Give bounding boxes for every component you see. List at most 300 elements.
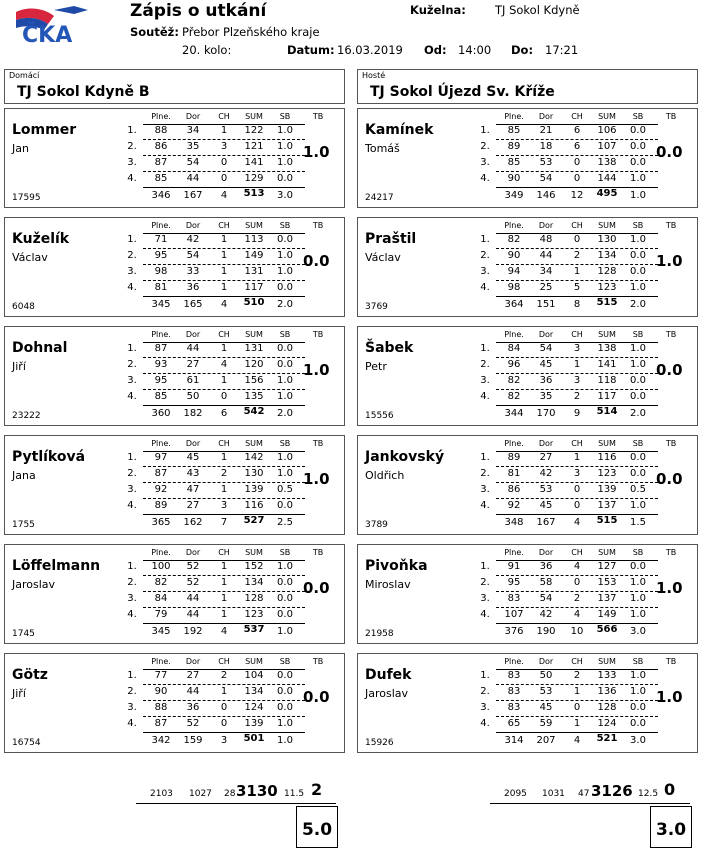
soutez-value: Přebor Plzeňského kraje <box>182 25 320 39</box>
score-cell: 34 <box>186 125 200 136</box>
total-cell: 1.0 <box>277 626 293 637</box>
player-surname: Götz <box>12 667 48 683</box>
total-cell: 159 <box>183 735 203 746</box>
score-cell: 3 <box>220 500 228 511</box>
score-cell: 87 <box>154 157 168 168</box>
score-cell: 1 <box>220 343 228 354</box>
score-cell: 87 <box>154 718 168 729</box>
score-cell: 1 <box>220 375 228 386</box>
row-divider <box>496 155 658 156</box>
score-cell: 0.0 <box>630 702 646 713</box>
row-number: 2. <box>127 577 137 588</box>
score-cell: 52 <box>186 561 200 572</box>
do-value: 17:21 <box>545 43 579 57</box>
score-cell: 137 <box>597 500 617 511</box>
player-tb: 1.0 <box>303 470 330 488</box>
score-cell: 90 <box>154 686 168 697</box>
total-cell: 513 <box>243 188 265 199</box>
score-cell: 54 <box>186 157 200 168</box>
score-cell: 0.5 <box>630 484 646 495</box>
score-cell: 134 <box>244 577 264 588</box>
col-header: CH <box>218 330 230 339</box>
row-divider <box>143 482 305 483</box>
score-cell: 45 <box>539 359 553 370</box>
total-cell: 349 <box>504 190 524 201</box>
total-cell: 348 <box>504 517 524 528</box>
score-cell: 48 <box>539 234 553 245</box>
col-header: Plne. <box>504 657 524 666</box>
col-header: SUM <box>245 330 263 339</box>
total-cell: 510 <box>243 297 265 308</box>
col-header: TB <box>312 112 324 121</box>
score-cell: 107 <box>597 141 617 152</box>
score-cell: 149 <box>244 250 264 261</box>
score-cell: 1.0 <box>277 561 293 572</box>
score-cell: 53 <box>539 686 553 697</box>
col-header: TB <box>665 548 677 557</box>
row-number: 1. <box>127 125 137 136</box>
score-cell: 1.0 <box>277 141 293 152</box>
away-team-name: TJ Sokol Újezd Sv. Kříže <box>370 84 555 100</box>
row-divider <box>143 357 305 358</box>
score-cell: 81 <box>154 282 168 293</box>
col-header: TB <box>312 221 324 230</box>
score-cell: 35 <box>186 141 200 152</box>
score-cell: 137 <box>597 593 617 604</box>
score-cell: 107 <box>504 609 524 620</box>
row-number: 1. <box>127 561 137 572</box>
score-cell: 98 <box>154 266 168 277</box>
score-cell: 128 <box>597 266 617 277</box>
col-header: CH <box>571 330 583 339</box>
player-surname: Praštil <box>365 231 417 247</box>
score-cell: 21 <box>539 125 553 136</box>
score-cell: 123 <box>244 609 264 620</box>
score-cell: 0 <box>220 157 228 168</box>
score-cell: 93 <box>154 359 168 370</box>
col-header: SUM <box>598 330 616 339</box>
row-number: 1. <box>127 452 137 463</box>
player-box <box>4 435 345 535</box>
score-cell: 1 <box>220 561 228 572</box>
home-label: Domácí <box>9 71 40 80</box>
score-cell: 81 <box>507 468 521 479</box>
score-cell: 118 <box>597 375 617 386</box>
score-cell: 0.0 <box>277 593 293 604</box>
total-cell: 345 <box>151 299 171 310</box>
total-cell: 207 <box>536 735 556 746</box>
row-number: 4. <box>480 282 490 293</box>
score-cell: 1 <box>573 686 581 697</box>
home-totals-line <box>136 803 336 804</box>
score-cell: 135 <box>244 391 264 402</box>
col-header: SUM <box>598 548 616 557</box>
score-cell: 1.0 <box>630 593 646 604</box>
score-cell: 1.0 <box>630 173 646 184</box>
col-header: SUM <box>245 221 263 230</box>
score-cell: 27 <box>539 452 553 463</box>
player-surname: Pivoňka <box>365 558 428 574</box>
col-header: Plne. <box>151 112 171 121</box>
player-surname: Lommer <box>12 122 77 138</box>
score-cell: 44 <box>186 173 200 184</box>
row-divider <box>496 389 658 390</box>
score-cell: 44 <box>186 609 200 620</box>
col-header: Plne. <box>151 221 171 230</box>
player-box <box>357 326 698 426</box>
score-cell: 1.0 <box>630 577 646 588</box>
col-header: Dor <box>538 657 554 666</box>
col-header: Dor <box>185 548 201 557</box>
score-cell: 6 <box>573 125 581 136</box>
row-number: 1. <box>480 561 490 572</box>
total-cell: 537 <box>243 624 265 635</box>
score-cell: 90 <box>507 173 521 184</box>
player-id: 3789 <box>365 520 388 530</box>
player-tb: 0.0 <box>656 470 683 488</box>
player-box <box>357 108 698 208</box>
row-divider <box>496 139 658 140</box>
score-cell: 36 <box>539 561 553 572</box>
total-cell: 12 <box>570 190 584 201</box>
total-cell: 4 <box>220 626 228 637</box>
score-cell: 0 <box>573 702 581 713</box>
row-number: 2. <box>127 250 137 261</box>
score-cell: 36 <box>186 282 200 293</box>
col-header: SB <box>632 112 644 121</box>
score-grid <box>123 654 345 754</box>
col-header: Dor <box>185 439 201 448</box>
row-divider <box>496 280 658 281</box>
col-header: CH <box>571 657 583 666</box>
score-cell: 138 <box>597 157 617 168</box>
score-cell: 0 <box>573 484 581 495</box>
score-cell: 89 <box>507 452 521 463</box>
col-header: SUM <box>245 548 263 557</box>
player-firstname: Václav <box>365 251 401 264</box>
row-divider <box>143 716 305 717</box>
player-firstname: Jan <box>12 142 29 155</box>
score-cell: 6 <box>573 141 581 152</box>
score-cell: 3 <box>573 343 581 354</box>
col-header: CH <box>571 548 583 557</box>
score-cell: 124 <box>244 702 264 713</box>
score-cell: 45 <box>539 702 553 713</box>
score-cell: 36 <box>186 702 200 713</box>
col-header: SUM <box>598 221 616 230</box>
col-header: SB <box>279 439 291 448</box>
row-divider <box>143 732 305 733</box>
score-cell: 139 <box>244 718 264 729</box>
score-cell: 53 <box>539 157 553 168</box>
do-label: Do: <box>511 43 534 57</box>
score-cell: 1.0 <box>277 250 293 261</box>
row-number: 2. <box>127 468 137 479</box>
score-cell: 130 <box>244 468 264 479</box>
col-header: Plne. <box>151 439 171 448</box>
col-header: TB <box>312 657 324 666</box>
col-header: SUM <box>245 439 263 448</box>
row-divider <box>496 296 658 297</box>
score-cell: 50 <box>186 391 200 402</box>
player-tb: 0.0 <box>656 361 683 379</box>
score-cell: 131 <box>244 266 264 277</box>
total-cell: 360 <box>151 408 171 419</box>
player-tb: 1.0 <box>303 143 330 161</box>
score-cell: 44 <box>186 593 200 604</box>
score-cell: 53 <box>539 484 553 495</box>
col-header: CH <box>571 439 583 448</box>
row-number: 1. <box>480 670 490 681</box>
score-cell: 2 <box>220 670 228 681</box>
col-header: Dor <box>538 330 554 339</box>
row-number: 4. <box>127 282 137 293</box>
player-id: 21958 <box>365 629 394 639</box>
score-cell: 54 <box>539 343 553 354</box>
player-tb: 0.0 <box>656 143 683 161</box>
col-header: CH <box>218 657 230 666</box>
col-header: TB <box>665 657 677 666</box>
player-tb: 1.0 <box>656 688 683 706</box>
od-value: 14:00 <box>458 43 492 57</box>
score-cell: 129 <box>244 173 264 184</box>
row-number: 4. <box>480 609 490 620</box>
row-number: 3. <box>127 157 137 168</box>
score-cell: 43 <box>186 468 200 479</box>
total-cell: 515 <box>596 297 618 308</box>
col-header: TB <box>665 330 677 339</box>
player-id: 1755 <box>12 520 35 530</box>
col-header: CH <box>218 221 230 230</box>
score-cell: 44 <box>186 343 200 354</box>
score-cell: 54 <box>186 250 200 261</box>
player-box <box>4 108 345 208</box>
score-cell: 1.0 <box>630 359 646 370</box>
total-cell: 4 <box>573 517 581 528</box>
total-cell: 346 <box>151 190 171 201</box>
score-cell: 1 <box>573 452 581 463</box>
player-id: 16754 <box>12 738 41 748</box>
score-cell: 0.0 <box>277 359 293 370</box>
total-cell: 314 <box>504 735 524 746</box>
score-cell: 87 <box>154 468 168 479</box>
player-id: 15926 <box>365 738 394 748</box>
score-cell: 1.0 <box>277 266 293 277</box>
score-cell: 0.0 <box>630 141 646 152</box>
score-cell: 121 <box>244 141 264 152</box>
score-cell: 138 <box>597 343 617 354</box>
total-cell: 182 <box>183 408 203 419</box>
score-cell: 27 <box>186 670 200 681</box>
total-cell: 3.0 <box>630 626 646 637</box>
score-cell: 42 <box>186 234 200 245</box>
row-divider <box>496 607 658 608</box>
row-number: 2. <box>480 141 490 152</box>
total-cell: 376 <box>504 626 524 637</box>
row-number: 3. <box>480 157 490 168</box>
row-divider <box>143 405 305 406</box>
row-number: 4. <box>127 609 137 620</box>
row-divider <box>496 357 658 358</box>
score-cell: 1 <box>573 359 581 370</box>
player-tb: 0.0 <box>303 579 330 597</box>
away-totals-line <box>490 803 690 804</box>
score-cell: 1.0 <box>277 375 293 386</box>
page-title: Zápis o utkání <box>130 1 267 21</box>
score-grid <box>123 109 345 209</box>
row-number: 3. <box>127 484 137 495</box>
row-number: 1. <box>127 343 137 354</box>
col-header: TB <box>665 439 677 448</box>
score-cell: 84 <box>154 593 168 604</box>
away-total-tb: 0 <box>664 780 676 799</box>
player-box <box>4 217 345 317</box>
row-divider <box>496 684 658 685</box>
total-cell: 2.0 <box>630 299 646 310</box>
score-cell: 1.0 <box>630 234 646 245</box>
score-cell: 1 <box>220 282 228 293</box>
row-number: 2. <box>480 686 490 697</box>
score-cell: 1 <box>573 266 581 277</box>
score-grid <box>123 436 345 536</box>
score-cell: 104 <box>244 670 264 681</box>
score-cell: 98 <box>507 282 521 293</box>
score-cell: 86 <box>154 141 168 152</box>
col-header: Dor <box>538 221 554 230</box>
row-divider <box>143 187 305 188</box>
home-total-plne: 2103 <box>150 789 173 799</box>
score-grid <box>123 218 345 318</box>
score-cell: 82 <box>154 577 168 588</box>
score-cell: 0.0 <box>277 500 293 511</box>
col-header: SUM <box>598 439 616 448</box>
score-cell: 94 <box>507 266 521 277</box>
col-header: SB <box>279 548 291 557</box>
score-cell: 1 <box>220 452 228 463</box>
score-cell: 1 <box>220 686 228 697</box>
score-cell: 0 <box>573 234 581 245</box>
score-cell: 0.0 <box>630 468 646 479</box>
score-cell: 4 <box>220 359 228 370</box>
row-divider <box>496 264 658 265</box>
total-cell: 8 <box>573 299 581 310</box>
total-cell: 3.0 <box>630 735 646 746</box>
player-surname: Kuželík <box>12 231 70 247</box>
col-header: TB <box>312 330 324 339</box>
row-divider <box>496 498 658 499</box>
score-cell: 0.0 <box>630 157 646 168</box>
score-grid <box>476 545 698 645</box>
total-cell: 167 <box>183 190 203 201</box>
total-cell: 165 <box>183 299 203 310</box>
score-cell: 136 <box>597 686 617 697</box>
col-header: Plne. <box>151 548 171 557</box>
col-header: Dor <box>185 112 201 121</box>
total-cell: 365 <box>151 517 171 528</box>
total-cell: 344 <box>504 408 524 419</box>
score-cell: 0.0 <box>630 718 646 729</box>
score-cell: 106 <box>597 125 617 136</box>
home-team-name: TJ Sokol Kdyně B <box>17 84 150 100</box>
score-cell: 42 <box>539 609 553 620</box>
score-cell: 95 <box>154 250 168 261</box>
score-cell: 82 <box>507 391 521 402</box>
total-cell: 1.0 <box>277 735 293 746</box>
total-cell: 566 <box>596 624 618 635</box>
player-box <box>357 217 698 317</box>
col-header: SB <box>279 112 291 121</box>
row-number: 2. <box>480 577 490 588</box>
score-cell: 128 <box>244 593 264 604</box>
score-cell: 124 <box>597 718 617 729</box>
score-cell: 0 <box>573 157 581 168</box>
score-cell: 3 <box>220 141 228 152</box>
total-cell: 9 <box>573 408 581 419</box>
row-number: 4. <box>480 173 490 184</box>
total-cell: 192 <box>183 626 203 637</box>
total-cell: 521 <box>596 733 618 744</box>
player-firstname: Miroslav <box>365 578 411 591</box>
score-cell: 1.0 <box>277 452 293 463</box>
score-cell: 50 <box>539 670 553 681</box>
score-cell: 36 <box>539 375 553 386</box>
row-divider <box>143 700 305 701</box>
score-cell: 1 <box>220 577 228 588</box>
score-cell: 1.0 <box>277 125 293 136</box>
player-box <box>4 326 345 426</box>
home-total-ch: 28 <box>224 789 236 799</box>
score-cell: 77 <box>154 670 168 681</box>
score-cell: 0 <box>573 577 581 588</box>
score-cell: 85 <box>507 157 521 168</box>
col-header: Plne. <box>151 657 171 666</box>
score-cell: 0 <box>220 173 228 184</box>
kolo: 20. kolo: <box>182 43 232 57</box>
col-header: Plne. <box>504 221 524 230</box>
score-cell: 116 <box>244 500 264 511</box>
score-grid <box>123 327 345 427</box>
row-number: 2. <box>480 359 490 370</box>
row-divider <box>143 623 305 624</box>
score-cell: 141 <box>244 157 264 168</box>
total-cell: 146 <box>536 190 556 201</box>
score-cell: 82 <box>507 234 521 245</box>
score-cell: 52 <box>186 577 200 588</box>
total-cell: 1.0 <box>630 190 646 201</box>
total-cell: 2.0 <box>277 408 293 419</box>
col-header: SB <box>632 657 644 666</box>
total-cell: 542 <box>243 406 265 417</box>
score-cell: 25 <box>539 282 553 293</box>
row-number: 4. <box>480 718 490 729</box>
total-cell: 6 <box>220 408 228 419</box>
score-cell: 0.0 <box>630 561 646 572</box>
row-divider <box>143 498 305 499</box>
row-divider <box>143 389 305 390</box>
score-grid <box>123 545 345 645</box>
row-divider <box>496 716 658 717</box>
score-cell: 153 <box>597 577 617 588</box>
score-cell: 133 <box>597 670 617 681</box>
player-id: 1745 <box>12 629 35 639</box>
score-cell: 1.0 <box>630 343 646 354</box>
row-divider <box>143 607 305 608</box>
score-cell: 47 <box>186 484 200 495</box>
score-cell: 152 <box>244 561 264 572</box>
score-cell: 92 <box>154 484 168 495</box>
total-cell: 515 <box>596 515 618 526</box>
player-surname: Dohnal <box>12 340 68 356</box>
